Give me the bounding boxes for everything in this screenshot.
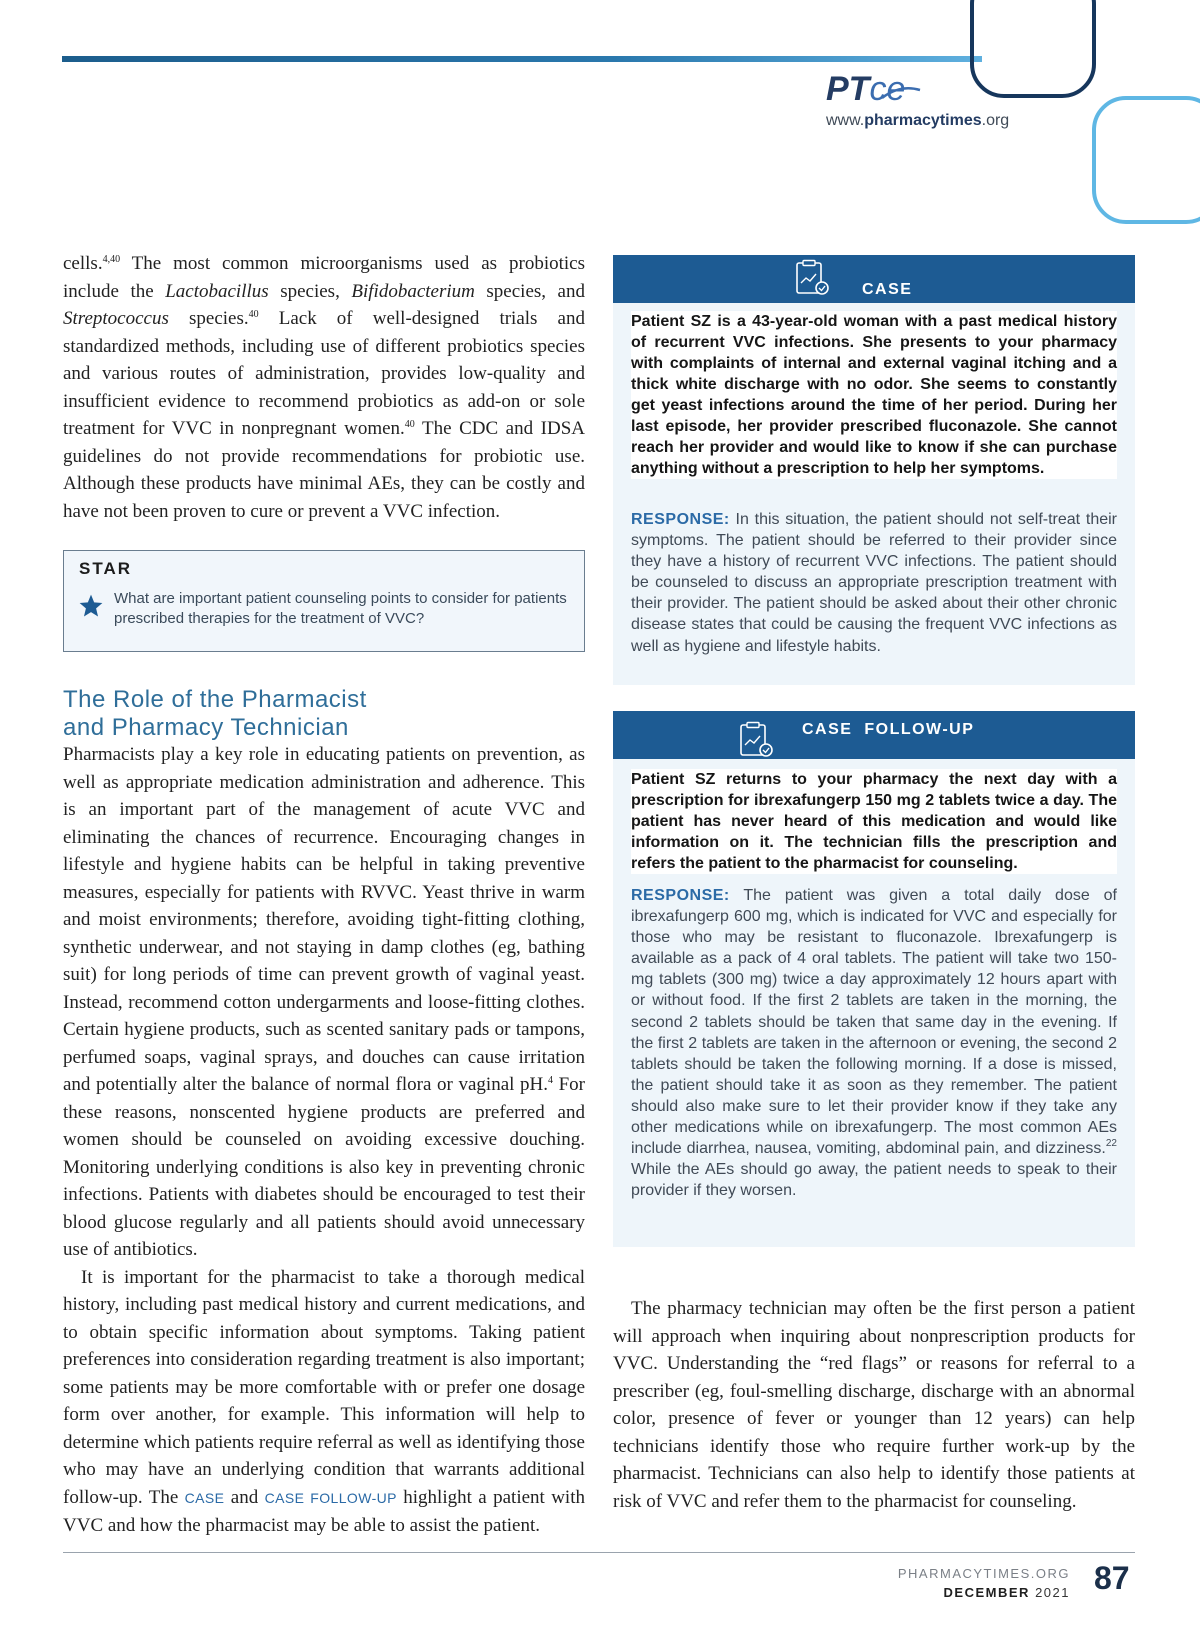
- footer-site: PHARMACYTIMES.ORG: [897, 1566, 1070, 1581]
- case-followup-response: RESPONSE: The patient was given a total daily dose of ibrexafungerp 600 mg, which is indicated for VVC and especially for those who may be resistant to fluconazole. Ibrexafungerp is available as a pack of 4 oral tablets. The patient will take two 150-mg tablets (300 mg) twice a day approximately 12 hours apart with or without food. If the first 2 tablets are taken in the morning, the second 2 tablets should be taken that same day in the evening. If the first 2 tablets are taken in the afternoon or evening, the second 2 tablets should be taken the following morning. If a dose is missed, the patient should take it as soon as they remember. The patient should also make sure to let their provider know if they take any other medications while on ibrexafungerp. The most common AEs include diarrhea, nausea, vomiting, abdominal pain, and dizziness.$^{22}$ While the AEs should go away, the patient needs to speak to their provider if they worsen.: [631, 887, 1117, 1200]
- role-section-body: [63, 741, 585, 1540]
- page-number: 87: [1094, 1560, 1130, 1596]
- star-callout-question: What are important patient counseling points to consider for patients prescribed therapies for the treatment of VVC?: [114, 590, 567, 627]
- body-paragraph: The pharmacy technician may often be the first person a patient will approach when inquiring about nonprescription products for VVC. Understanding the “red flags” or reasons for referral to a prescriber (eg, foul-smelling discharge, discharge with an abnormal color, presence of fever or younger than 12 years) can help technicians identify those who require further work-up by the pharmacist. Technicians can also help to identify those patients at risk of VVC and refer them to the pharmacist for counseling.: [613, 1298, 1135, 1512]
- footer-issue-date: DECEMBER 2021: [943, 1585, 1070, 1600]
- clipboard-chart-icon: [737, 721, 777, 761]
- site-url: www.pharmacytimes.org: [826, 112, 1010, 129]
- decorative-ring-light: [1092, 96, 1200, 224]
- ptce-logo: PTce: [826, 70, 906, 108]
- clipboard-chart-icon: [793, 259, 833, 299]
- footer-rule: [63, 1552, 1135, 1553]
- star-icon: [78, 593, 104, 619]
- case-body: [613, 303, 1135, 685]
- body-paragraph: Pharmacists play a key role in educating patients on prevention, as well as appropriate medication administration and adherence. This is an important part of the management of acute VVC and eliminating the chances of recurrence. Encouraging changes in lifestyle and hygiene habits can be helpful in taking preventive measures, especially for patients with RVVC. Yeast thrive in warm and moist environments; therefore, avoiding tight-fitting clothing, synthetic underwear, and not staying in damp clothes (eg, bathing suit) for long periods of time can prevent growth of vaginal yeast. Instead, recommend cotton undergarments and loose-fitting clothes. Certain hygiene products, such as scented sanitary pads or tampons, perfumed soaps, vaginal sprays, and douches can cause irritation and potentially alter the balance of normal flora or vaginal pH.$^4$ For these reasons, nonscented hygiene products are preferred and women should be counseled on avoiding excessive douching. Monitoring underlying conditions is also key in preventing chronic infections. Patients with diabetes should be encouraged to test their blood glucose regularly and all patients should avoid unnecessary use of antibiotics.: [63, 744, 585, 1260]
- case-followup-header: [613, 711, 1135, 759]
- star-callout-box: [63, 550, 585, 652]
- case-header: [613, 255, 1135, 303]
- case-reference-link[interactable]: CASE: [184, 1489, 225, 1506]
- case-title: CASE: [862, 281, 913, 298]
- technician-paragraph-block: [613, 1295, 1135, 1515]
- case-followup-reference-link[interactable]: CASE FOLLOW-UP: [264, 1489, 397, 1506]
- logo-swoosh-icon: [880, 86, 922, 100]
- section-heading: The Role of the Pharmacist and Pharmacy Technician: [63, 686, 367, 741]
- intro-paragraph: cells.$^{4,40}$ The most common microorganisms used as probiotics include the Lactobacillus species, Bifidobacterium species, and Streptococcus species.$^{40}$ Lack of well-designed trials and standardized methods, including use of different probiotics species and various routes of administration, provides low-quality and insufficient evidence to recommend probiotics as add-on or sole treatment for VVC in nonpregnant women.$^{40}$ The CDC and IDSA guidelines do not provide recommendations for probiotic use. Although these products have minimal AEs, they can be costly and have not been proven to cure or prevent a VVC infection.: [63, 253, 585, 522]
- case-followup-title: CASE FOLLOW-UP: [802, 721, 975, 738]
- case-followup-body: [613, 759, 1135, 1247]
- intro-paragraph-block: [63, 250, 585, 525]
- case-followup-prompt: Patient SZ returns to your pharmacy the next day with a prescription for ibrexafungerp 150 mg 2 tablets twice a day. The patient has never heard of this medication and would like information on it. The technician fills the prescription and refers the patient to the pharmacist for counseling.: [631, 771, 1117, 872]
- case-response: RESPONSE: In this situation, the patient should not self-treat their symptoms. The patient should be referred to their provider since they have a history of recurrent VVC infections. The patient should be counseled to discuss an appropriate prescription treatment with their provider. The patient should be asked about their other chronic disease states that could be causing the frequent VVC infections as well as hygiene and lifestyle habits.: [631, 511, 1117, 655]
- body-paragraph: It is important for the pharmacist to take a thorough medical history, including past medical history and current medications, and to obtain specific information about symptoms. Taking patient preferences into consideration regarding treatment is also important; some patients may be more comfortable with or prefer one dosage form over another, for example. This information will help to determine which patients require referral as well as identifying those who may have an underlying condition that warrants additional follow-up. The CASE and CASE FOLLOW-UP highlight a patient with VVC and how the pharmacist may be able to assist the patient.: [63, 1266, 585, 1536]
- star-callout-title: STAR: [79, 559, 133, 578]
- header-rule: [62, 56, 982, 62]
- case-prompt: Patient SZ is a 43-year-old woman with a past medical history of recurrent VVC infections. She presents to your pharmacy with complaints of internal and external vaginal itching and a thick white discharge with no odor. She seems to constantly get yeast infections around the time of her period. During her last episode, her provider prescribed fluconazole. She cannot reach her provider and would like to know if she can purchase anything without a prescription to help her symptoms.: [631, 313, 1117, 477]
